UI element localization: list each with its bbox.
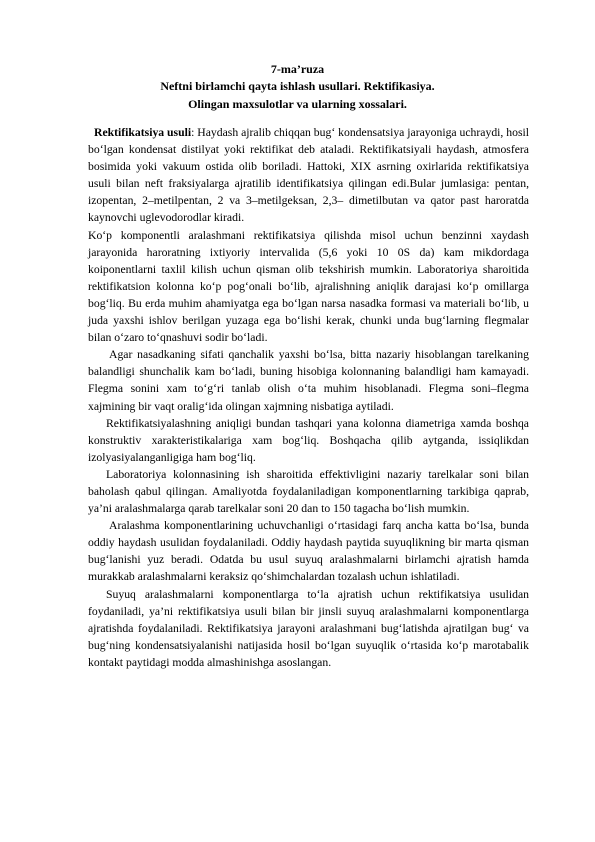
paragraph-7: Suyuq aralashmalarni komponentlarga to‘la ajratish uchun rektifikatsiya usulidan foydaniladi, ya’ni rektifikatsiya usuli bilan bir jinsli suyuq aralashmalarni komponentlarga ajratishda foydalaniladi. Rektifikatsiya jarayoni aralashmani bug‘latishda ajratilgan bug‘ va bug‘ning kondensatsiyalanishi natijasida hosil bo‘lgan suyuqlik o‘rtasida ko‘p marotabalik kontakt paytidagi modda almashinishga asoslangan. (88, 587, 529, 669)
term-rektifikatsiya-usuli: Rektifikatsiya usuli (94, 126, 192, 139)
lecture-title-line2: Olingan maxsulotlar va ularning xossalari. (188, 96, 407, 111)
lecture-title-line1: Neftni birlamchi qayta ishlash usullari. Rektifikasiya. (160, 79, 435, 94)
paragraph-6: Aralashma komponentlarining uchuvchanligi o‘rtasidagi farq ancha katta bo‘lsa, bunda oddiy haydash usulidan foydalaniladi. Oddiy haydash paytida suyuqlikning bir marta qisman bug‘lanishi yuz beradi. Odatda bu usul suyuq aralashmalarni birlamchi ajratish hamda murakkab aralashmalarni keraksiz qo‘shimchalardan tozalash uchun ishlatiladi. (88, 519, 529, 584)
lecture-header (0, 61, 595, 113)
paragraph-1-text: : Haydash ajralib chiqqan bug‘ kondensatsiya jarayoniga uchraydi, hosil bo‘lgan kondensat distilyat yoki rektifikat deb ataladi. Rektifikatsiyali haydash, atmosfera bosimida yoki vakuum ostida olib boriladi. Hattoki, XIX asrning oxirlarida rektifikatsiya usuli bilan neft fraksiyalarga ajratilib identifikatsiya qilingan edi.Bular jumlasiga: pentan, izopentan, 2–metilpentan, 2 va 3–metilgeksan, 2,3– dimetilbutan va qator past haroratda kaynovchi uglevodorodlar kiradi. (88, 126, 529, 225)
paragraph-4: Rektifikatsiyalashning aniqligi bundan tashqari yana kolonna diametriga xamda boshqa konstruktiv xarakteristikalariga xam bog‘liq. Boshqacha qilib aytganda, issiqlikdan izolyasiyalanganligiga ham bog‘liq. (88, 416, 529, 464)
paragraph-2: Ko‘p komponentli aralashmani rektifikatsiya qilishda misol uchun benzinni xaydash jarayonida haroratning ixtiyoriy intervalida (5,6 yoki 10 0S da) kam mikdordaga koiponentlarni taxlil kilish uchun qisman olib tekshirish mumkin. Laboratoriya sharoitida rektifikatsion kolonna ko‘p pog‘onali bo‘lib, ajralishning aniqlik darajasi ko‘p omillarga bog‘liq. Bu erda muhim ahamiyatga ega bo‘lgan narsa nasadka formasi va materiali bo‘lib, u juda yaxshi ishlov berilgan yuzaga ega bo‘lishi kerak, chunki unda bug‘larning flegmalar bilan o‘zaro to‘qnashuvi sodir bo‘ladi. (88, 228, 529, 345)
paragraph-5: Laboratoriya kolonnasining ish sharoitida effektivligini nazariy tarelkalar soni bilan baholash qabul qilingan. Amaliyotda foydalaniladigan komponentlarning tarkibiga qaprab, ya’ni aralashmalarga qarab tarelkalar soni 20 dan to 150 tagacha bo‘lish mumkin. (88, 467, 529, 516)
document-body (88, 124, 529, 671)
lecture-number: 7-ma’ruza (270, 62, 325, 76)
paragraph-1 (88, 124, 529, 227)
paragraph-3: Agar nasadkaning sifati qanchalik yaxshi bo‘lsa, bitta nazariy hisoblangan tarelkaning balandligi shunchalik kam bo‘ladi, buning hisobiga kolonnaning balandligi ham kamayadi. Flegma sonini xam to‘g‘ri tanlab olish o‘ta muhim hisoblanadi. Flegma soni–flegma xajmining bir vaqt oralig‘ida olingan xajmning nisbatiga aytiladi. (88, 348, 529, 413)
